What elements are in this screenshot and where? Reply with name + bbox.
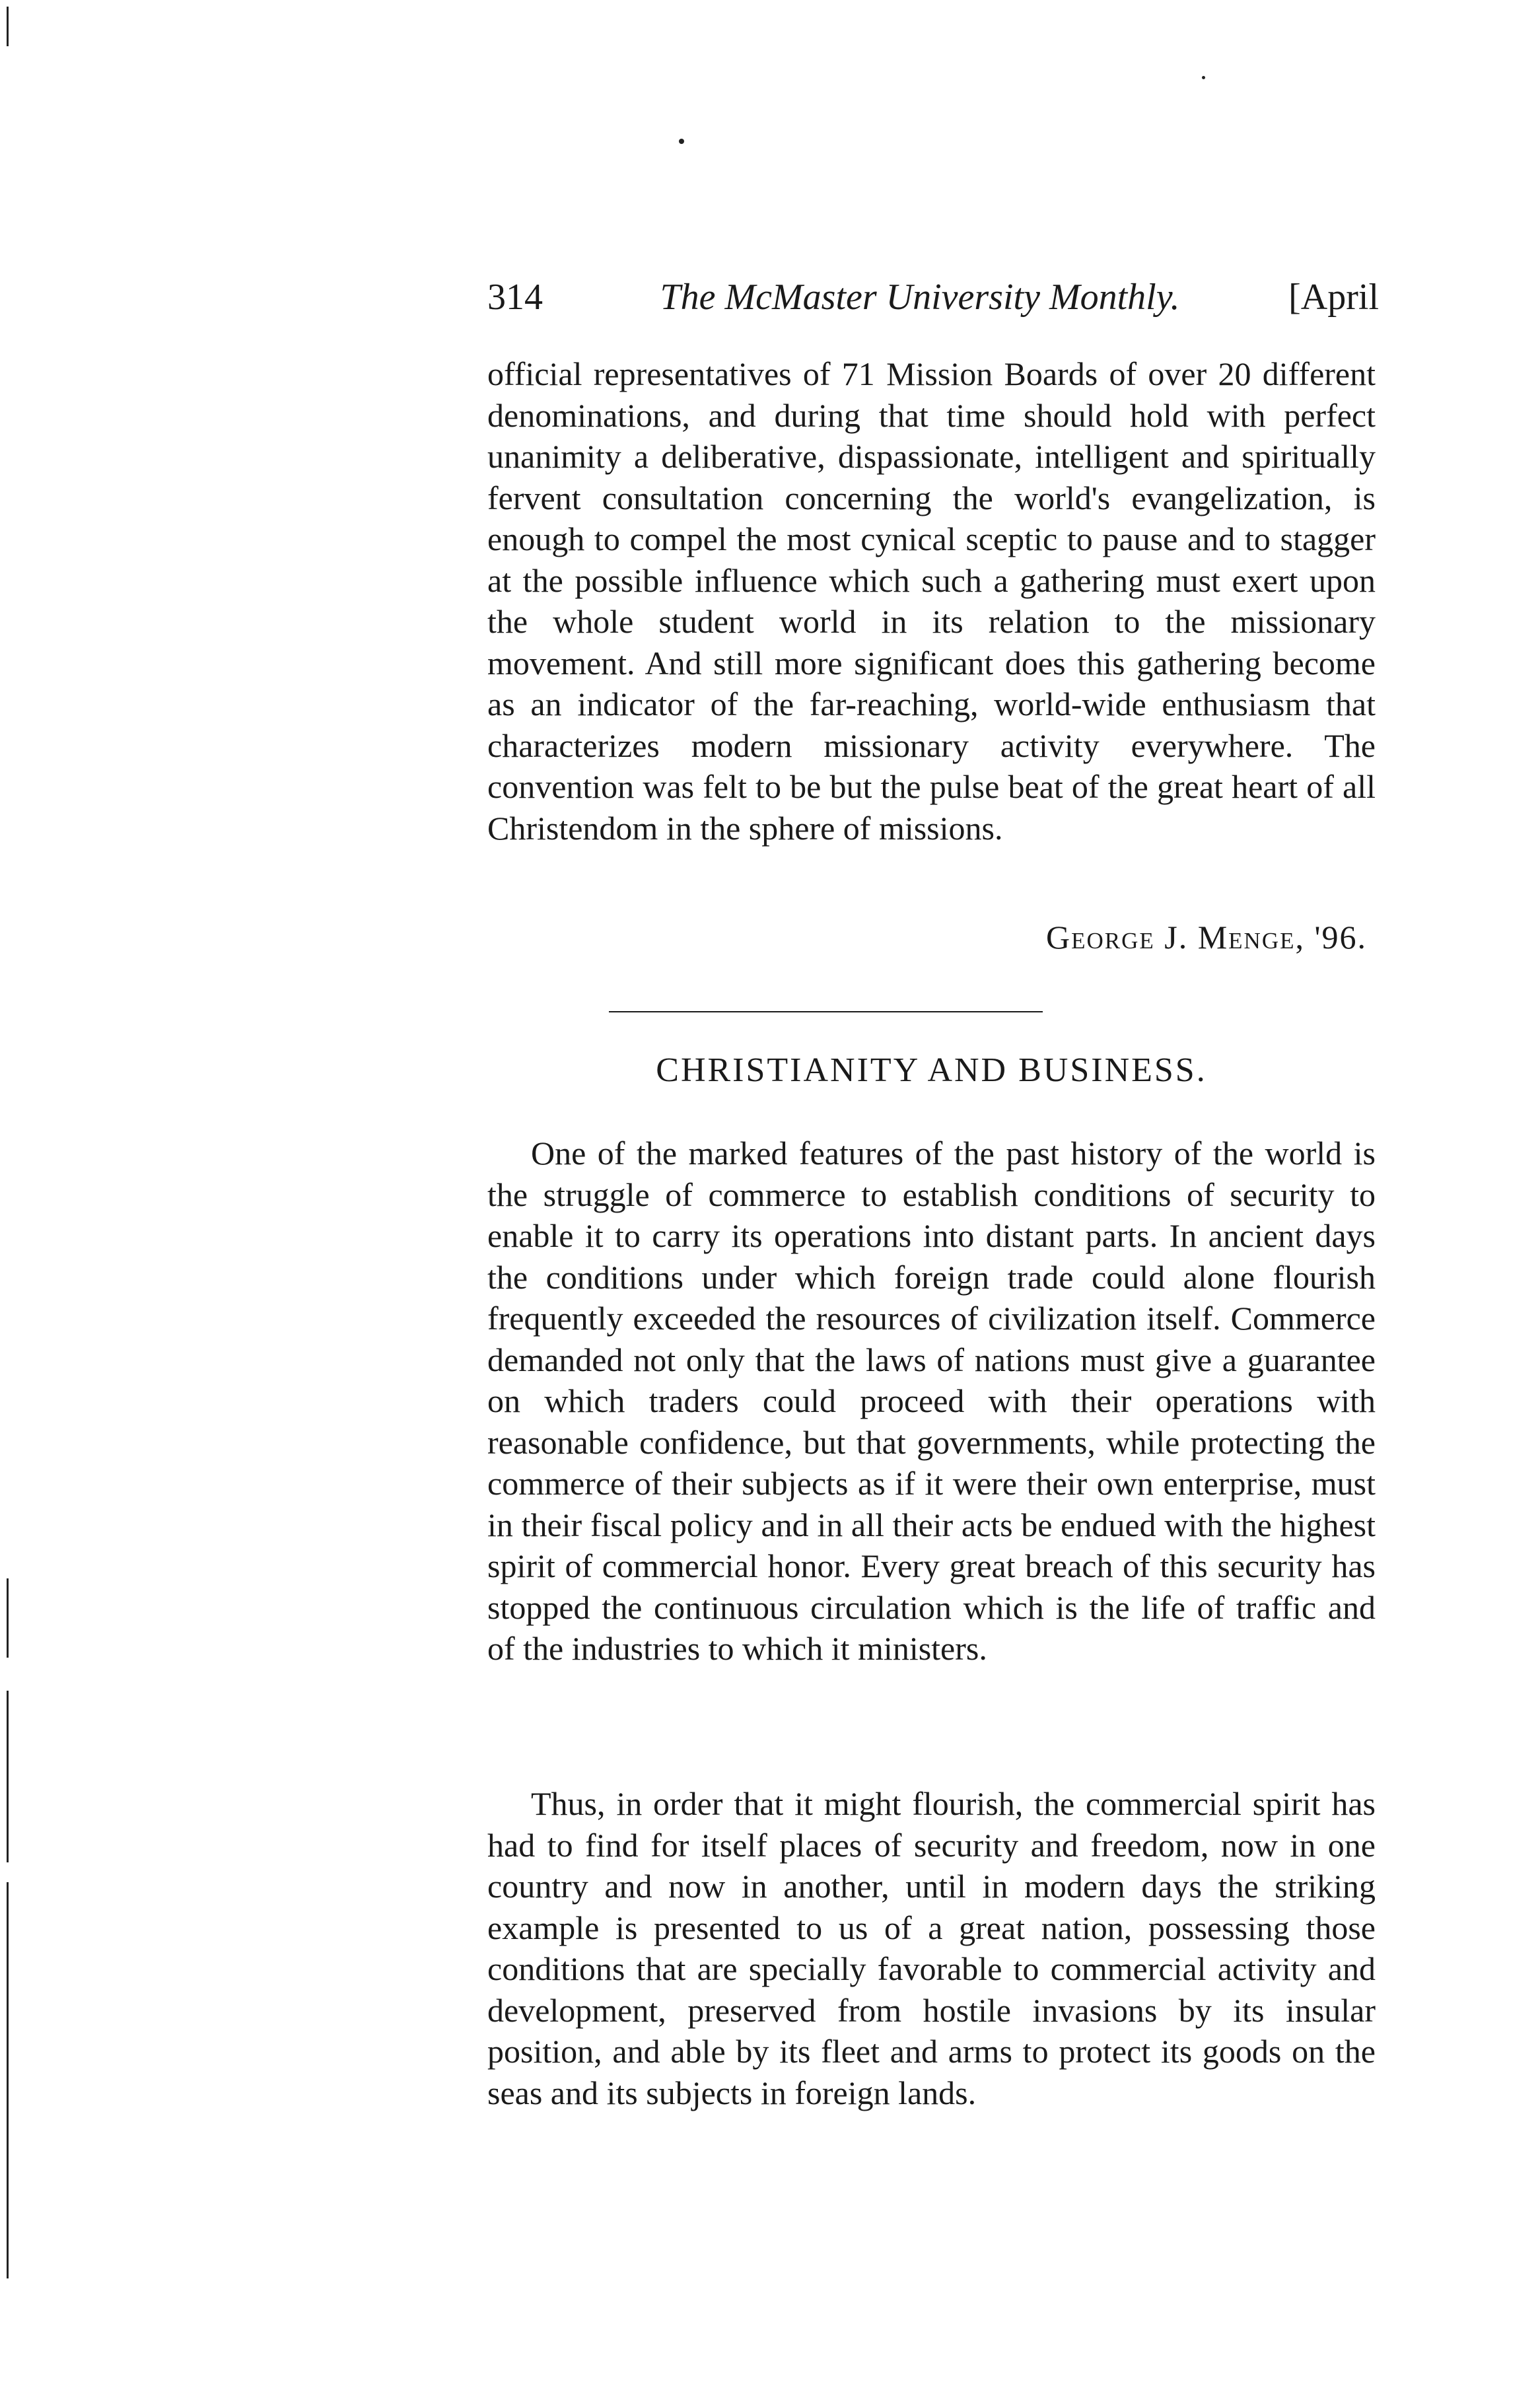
scan-speck xyxy=(679,139,684,144)
section-body-2 xyxy=(487,1783,1376,2113)
paragraph: One of the marked features of the past history of the world is the struggle of commerce to establish conditions of security to enable it to carry its operations into distant parts. In ancient days the conditions under which foreign trade could alone flourish frequently exceeded the resources of civilization itself. Commerce demanded not only that the laws of nations must give a guarantee on which traders could proceed with their operations with reasonable confidence, but that governments, while protecting the commerce of their subjects as if it were their own enterprise, must in their fiscal policy and in all their acts be endued with the highest spirit of commercial honor. Every great breach of this security has stopped the continuous circulation which is the life of traffic and of the industries to which it ministers. xyxy=(487,1135,1376,1667)
issue-month: [April xyxy=(1288,277,1379,318)
scan-margin-mark xyxy=(7,1578,9,1658)
section-body-1 xyxy=(487,1133,1376,1670)
page-number: 314 xyxy=(487,277,543,318)
scan-margin-mark xyxy=(7,7,9,46)
scan-margin-mark xyxy=(7,1882,9,2278)
section-divider xyxy=(609,1011,1043,1012)
paragraph: Thus, in order that it might flourish, the commercial spirit has had to find for itself places of security and freedom, now in one country and now in another, until in modern days the striking example is presented to us of a great nation, possessing those conditions that are specially favorable to commercial activity and development, preserved from hostile invasions by its insular position, and able by its fleet and arms to protect its goods on the seas and its subjects in foreign lands. xyxy=(487,1785,1376,2111)
scan-speck xyxy=(1202,76,1205,79)
scan-margin-mark xyxy=(7,1691,9,1862)
running-title: The McMaster University Monthly. xyxy=(660,277,1180,318)
article-continuation xyxy=(487,353,1376,849)
author-signature: George J. Menge, '96. xyxy=(1046,919,1367,956)
page-header xyxy=(487,276,1379,335)
section-title: CHRISTIANITY AND BUSINESS. xyxy=(656,1051,1207,1089)
continued-paragraph: official representatives of 71 Mission Boards of over 20 different denominations, and during that time should hold with perfect unanimity a deliberative, dispassionate, intelligent and spiritually fervent consultation concerning the world's evangelization, is enough to compel the most cynical sceptic to pause and to stagger at the possible influence which such a gathering must exert upon the whole student world in its relation to the missionary movement. And still more significant does this gathering become as an indicator of the far-reaching, world-wide enthusiasm that characterizes modern missionary activity everywhere. The convention was felt to be but the pulse beat of the great heart of all Christendom in the sphere of missions. xyxy=(487,355,1376,847)
